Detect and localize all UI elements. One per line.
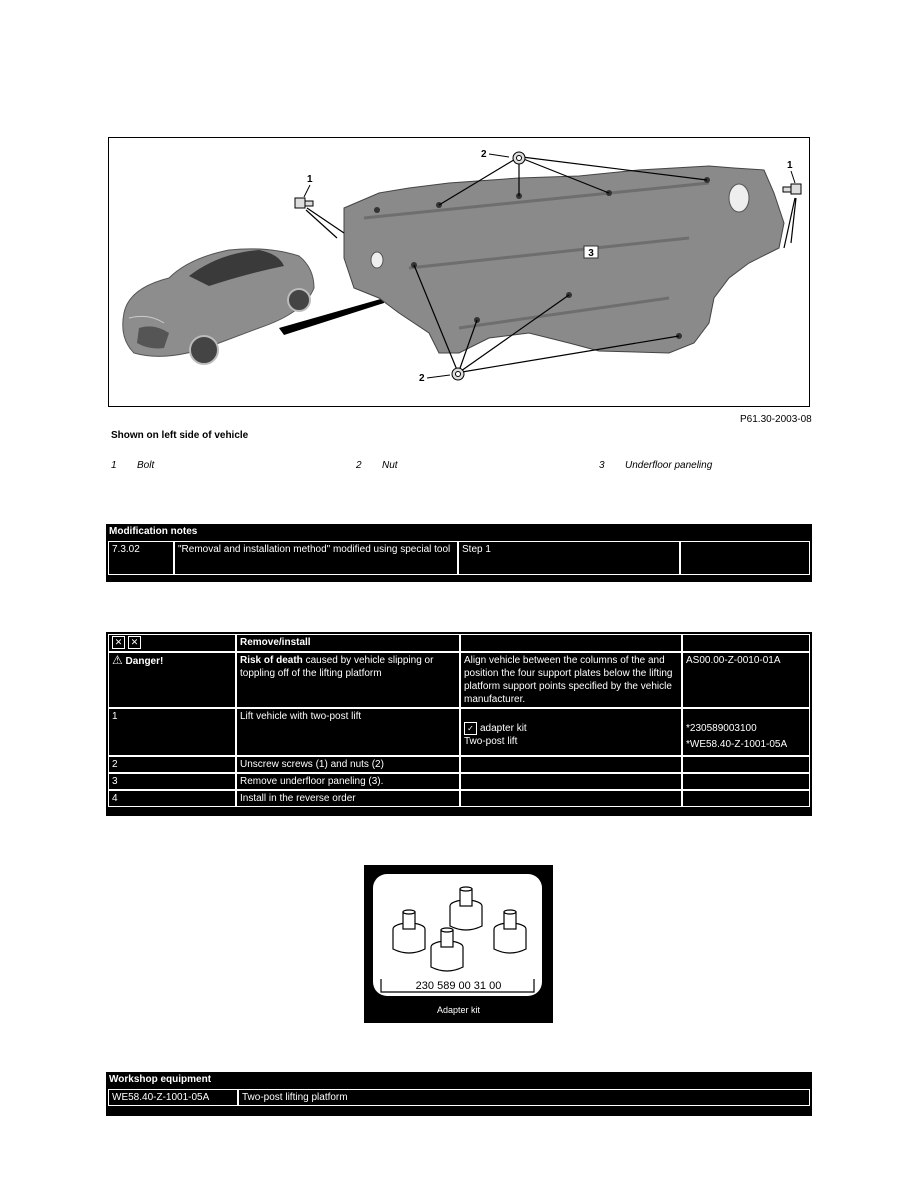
adapter-cup-icon [450,887,482,930]
bolt-icon [295,198,313,208]
step-number: 3 [108,773,236,790]
mod-version: 7.3.02 [108,541,174,575]
step-number: 1 [108,708,236,756]
adapter-kit-illustration [364,865,553,1023]
adapter-kit-label: Adapter kit [436,1005,481,1015]
step-col3 [460,790,682,807]
special-tool-icon: ✓ [464,722,477,735]
legend-label: Nut [382,460,398,471]
callout-1-right: 1 [787,160,793,171]
modification-notes-title: Modification notes [109,526,198,537]
step-text: Unscrew screws (1) and nuts (2) [236,756,460,773]
header-icons [108,634,236,652]
legend-item-underfloor-paneling [599,460,712,471]
step-col4 [682,773,810,790]
figure-illustration [108,137,810,407]
adapter-cup-icon [494,910,526,953]
header-col3 [460,634,682,652]
figure-code: P61.30-2003-08 [740,414,812,425]
step-col3 [460,756,682,773]
danger-instruction: Align vehicle between the columns of the and position the four support plates below the lifting platform support points specified by the vehicle manufacturer. [460,652,682,708]
callout-1-left: 1 [307,174,313,185]
risk-text: caused by vehicle slipping or toppling off of the lifting platform [240,655,434,679]
legend-label: Bolt [137,460,155,471]
step-number: 2 [108,756,236,773]
legend-label: Underfloor paneling [625,460,713,471]
step-refs [682,708,810,756]
callout-3: 3 [588,248,594,259]
legend-number: 3 [599,460,605,471]
legend-number: 2 [356,460,362,471]
adapter-cup-icon [393,910,425,953]
step-col3 [460,773,682,790]
workshop-equipment-table [106,1072,812,1116]
equipment-name: Two-post lifting platform [238,1089,810,1106]
step-col4 [682,756,810,773]
legend-item-bolt [111,460,154,471]
mod-extra [680,541,810,575]
expand-icon: ✕ [112,636,125,649]
collapse-icon: ✕ [128,636,141,649]
tool-adapter-kit: adapter kit [480,723,527,735]
ref-two-post-lift: *WE58.40-Z-1001-05A [686,739,788,750]
underfloor-panel [344,166,784,353]
adapter-cup-icon [431,928,463,971]
step-text: Install in the reverse order [236,790,460,807]
callout-2-bottom: 2 [419,373,425,384]
step-text: Lift vehicle with two-post lift [236,708,460,756]
nut-icon [513,152,525,164]
danger-risk [236,652,460,708]
nut-icon [452,368,464,380]
mod-description: "Removal and installation method" modified using special tool [174,541,458,575]
adapter-cups-drawing [373,874,542,996]
workshop-equipment-title: Workshop equipment [109,1074,212,1085]
equipment-code: WE58.40-Z-1001-05A [108,1089,238,1106]
adapter-kit-frame [373,874,542,996]
callout-2-top: 2 [481,149,487,160]
step-number: 4 [108,790,236,807]
risk-bold: Risk of death [240,655,303,666]
legend-number: 1 [111,460,117,471]
tool-two-post-lift: Two-post lift [464,736,518,748]
car-illustration [123,249,314,364]
modification-notes-table [106,524,812,582]
legend-item-nut [356,460,398,471]
header-col4 [682,634,810,652]
remove-install-table [106,632,812,816]
warning-triangle-icon: ⚠ [112,653,123,667]
ref-adapter-kit: *230589003100 [686,723,757,734]
danger-ref: AS00.00-Z-0010-01A [682,652,810,708]
danger-cell [108,652,236,708]
bolt-icon [783,184,801,194]
adapter-part-number: 230 589 00 31 00 [415,980,502,992]
danger-label: Danger! [125,656,164,667]
step-text: Remove underfloor paneling (3). [236,773,460,790]
step-tools [460,708,682,756]
header-remove-install: Remove/install [236,634,460,652]
underfloor-panel-diagram [109,138,809,406]
mod-step: Step 1 [458,541,680,575]
step-col4 [682,790,810,807]
figure-caption: Shown on left side of vehicle [111,430,249,441]
